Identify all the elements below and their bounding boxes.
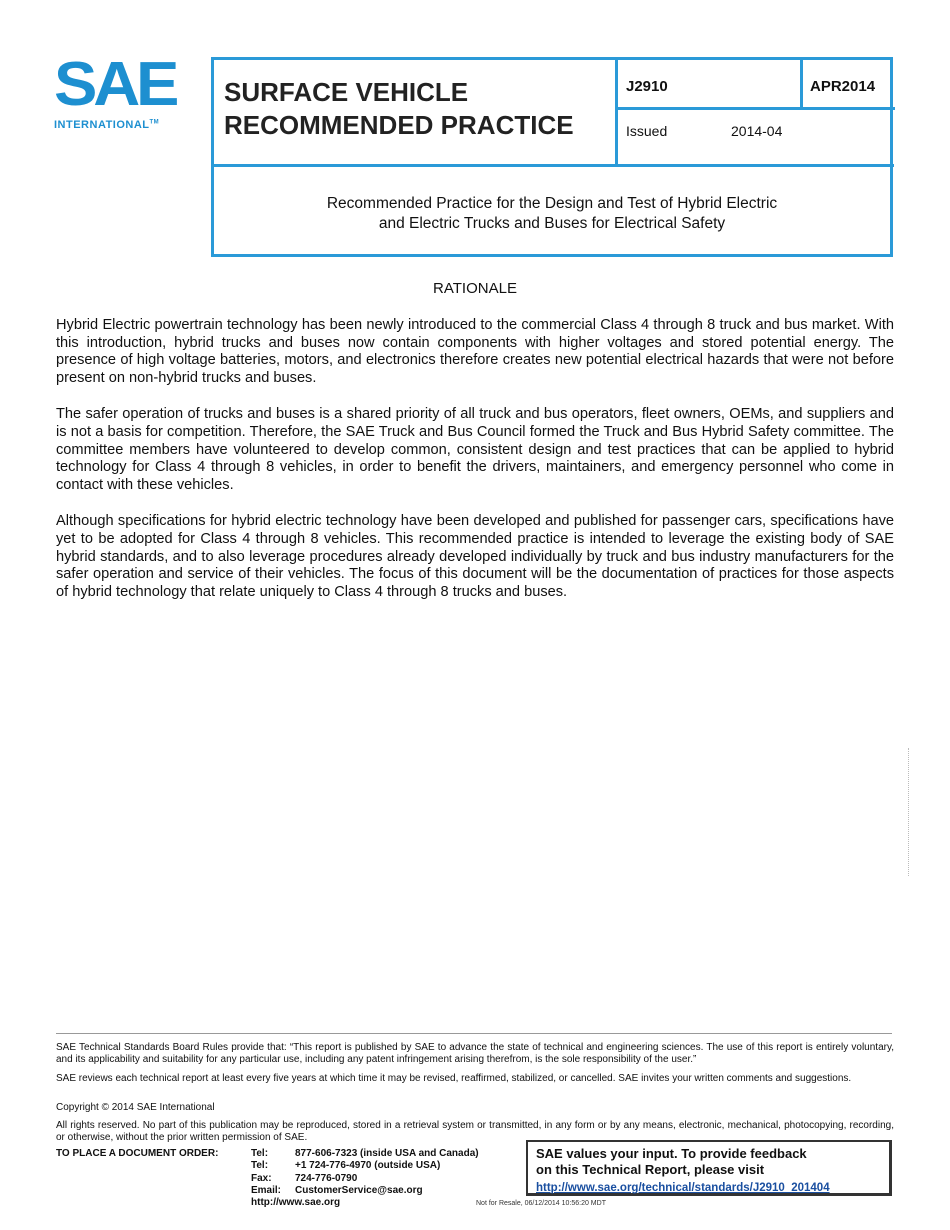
order-contacts: [251, 1148, 479, 1209]
review-text: SAE reviews each technical report at least every five years at which time it may be revised, reaffirmed, stabilized, or cancelled. SAE invites your written comments and suggestions.: [56, 1073, 852, 1084]
contact-row: Tel: +1 724-776-4970 (outside USA): [251, 1160, 441, 1172]
board-rules-text: SAE Technical Standards Board Rules provide that: “This report is published by SAE to advance the state of technical and engineering sciences. The use of this report is entirely voluntary, and its applicability and suitability for any particular use, including any patent infringement arising therefrom, is the sole responsibility of the user.”: [56, 1042, 894, 1065]
logo-word: SAE: [54, 50, 176, 119]
header-divider: [800, 60, 803, 108]
feedback-link[interactable]: http://www.sae.org/technical/standards/J2910_201404: [536, 1182, 830, 1194]
document-date: APR2014: [810, 78, 876, 95]
contact-row: Email: CustomerService@sae.org: [251, 1184, 423, 1196]
paragraph: Although specifications for hybrid electric technology have been developed and published for passenger cars, specifications have yet to be adopted for Class 4 through 8 vehicles. This recommended practice is intended to leverage the existing body of SAE hybrid standards, and to also leverage procedures already developed individually by truck and bus industry manufacturers for the safer operation and service of their vehicles. The focus of this document will be the documentation of practices for those aspects of hybrid technology that relate uniquely to Class 4 through 8 trucks and buses.: [56, 513, 894, 600]
document-title: Recommended Practice for the Design and Test of Hybrid Electric and Electric Trucks and Buses for Electrical Safety: [326, 195, 778, 232]
copyright-text: Copyright © 2014 SAE International: [56, 1102, 215, 1113]
issued-date: 2014-04: [731, 123, 783, 139]
footer-divider: [56, 1033, 892, 1034]
document-number: J2910: [626, 78, 668, 95]
logo-subtitle: INTERNATIONAL™: [54, 119, 160, 131]
contact-row: Fax: 724-776-0790: [251, 1172, 358, 1184]
rationale-body: [56, 317, 894, 620]
side-margin-mark: [908, 748, 913, 876]
resale-notice: Not for Resale, 06/12/2014 10:56:20 MDT: [476, 1200, 606, 1207]
header-divider: [214, 164, 894, 167]
rights-text: All rights reserved. No part of this publication may be reproduced, stored in a retrieval system or transmitted, in any form or by any means, electronic, mechanical, photocopying, recording, or otherwise, without the prior written permission of SAE.: [56, 1120, 894, 1143]
issued-label: Issued: [626, 123, 668, 139]
contact-row: Tel: 877-606-7323 (inside USA and Canada): [251, 1148, 479, 1159]
paragraph: Hybrid Electric powertrain technology has been newly introduced to the commercial Class 4 through 8 truck and bus market. With this introduction, hybrid trucks and buses now contain components with higher voltages and stored potential energy. The presence of high voltage batteries, motors, and electronics therefore creates new potential electrical hazards that were not before present on non-hybrid trucks and buses.: [56, 317, 894, 386]
feedback-text: on this Technical Report, please visit: [536, 1162, 765, 1177]
header-divider: [615, 60, 618, 166]
header-divider: [615, 107, 895, 110]
sae-logo: [54, 50, 179, 135]
rationale-heading: RATIONALE: [433, 280, 517, 297]
paragraph: The safer operation of trucks and buses is a shared priority of all truck and bus operators, fleet owners, OEMs, and suppliers and is not a basis for competition. Therefore, the SAE Truck and Bus Council formed the Truck and Bus Hybrid Safety committee. The committee members have volunteered to develop common, consistent design and test practices that can be applied to hybrid technology for Class 4 through 8 vehicles, in order to benefit the drivers, maintainers, and emergency personnel who come in contact with these vehicles.: [56, 406, 894, 493]
document-header-box: [211, 57, 893, 257]
feedback-box: [526, 1140, 892, 1196]
feedback-text: SAE values your input. To provide feedback: [536, 1146, 807, 1161]
website-link[interactable]: http://www.sae.org: [251, 1197, 341, 1209]
document-type: SURFACE VEHICLE RECOMMENDED PRACTICE: [224, 77, 574, 140]
order-label: TO PLACE A DOCUMENT ORDER:: [56, 1148, 219, 1159]
